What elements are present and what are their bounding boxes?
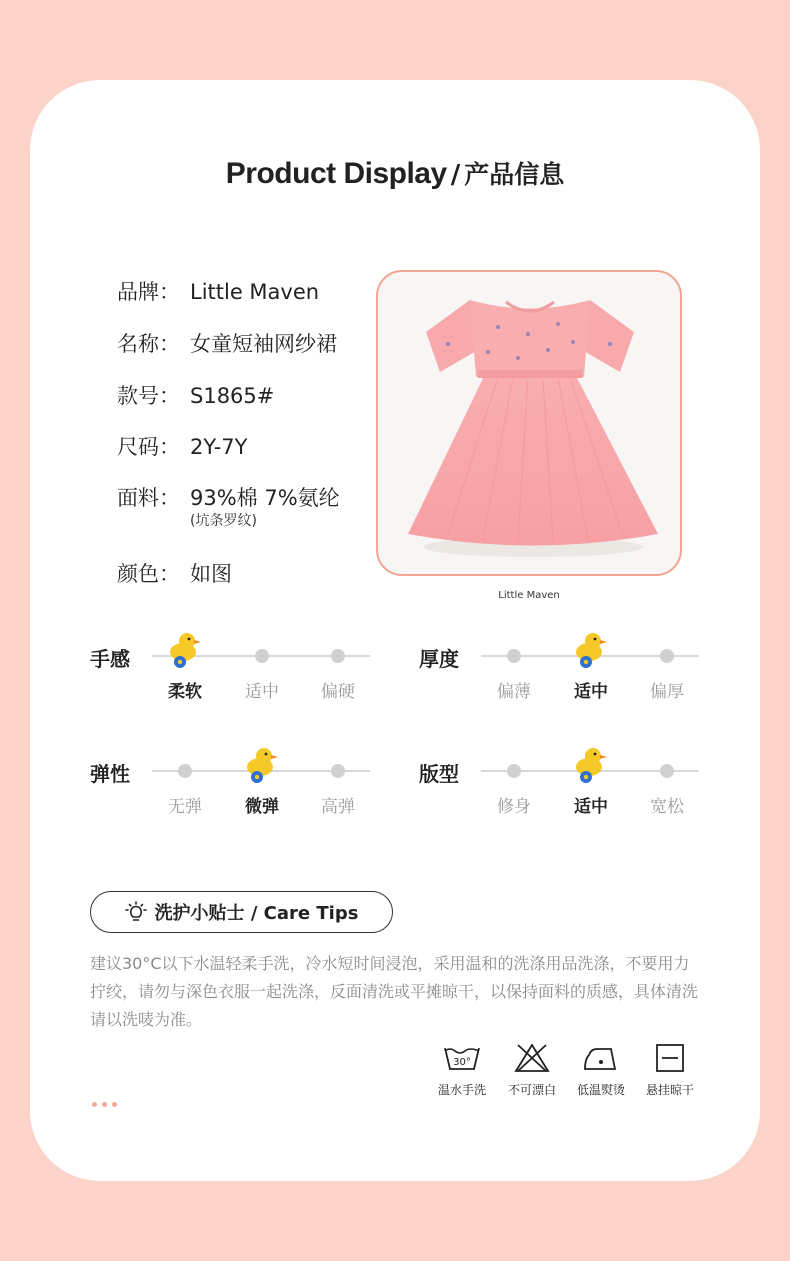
spec-label: 名称： [117, 332, 180, 356]
spec-label: 品牌： [117, 280, 180, 304]
spec-value: Little Maven [190, 280, 320, 304]
rating-option: 偏薄 [497, 682, 531, 702]
spec-label: 尺码： [117, 435, 180, 459]
hand-wash-30-icon [427, 1043, 497, 1098]
spec-style-no [117, 380, 274, 410]
dress-illustration [378, 272, 680, 574]
rating-dot [660, 764, 674, 778]
page-indicator-dots [92, 1092, 122, 1111]
duck-marker-icon [244, 745, 280, 785]
care-icon-label: 不可漂白 [507, 1083, 556, 1097]
rating-dot [255, 649, 269, 663]
spec-value: 女童短袖网纱裙 [190, 332, 337, 356]
rating-option: 高弹 [321, 797, 355, 817]
hang-dry-icon [635, 1043, 705, 1098]
title-en: Product Display [225, 157, 447, 190]
low-iron-icon [566, 1043, 636, 1098]
rating-option: 宽松 [650, 797, 684, 817]
spec-name [117, 328, 337, 358]
rating-dot [331, 764, 345, 778]
rating-option-selected: 柔软 [168, 682, 202, 702]
wash-temp-label: 30° [453, 1057, 471, 1068]
care-icon-label: 悬挂晾干 [645, 1083, 694, 1097]
attribute-title: 版型 [419, 762, 459, 786]
spec-label: 颜色： [117, 562, 180, 586]
duck-marker-icon [573, 745, 609, 785]
rating-dot [331, 649, 345, 663]
rating-option: 偏硬 [321, 682, 355, 702]
care-tips-heading [90, 891, 393, 933]
indicator-dot [92, 1102, 97, 1107]
care-icon-label: 低温熨烫 [576, 1083, 625, 1097]
spec-value: S1865# [190, 384, 275, 408]
rating-dot [507, 649, 521, 663]
no-bleach-icon [497, 1043, 567, 1098]
rating-option-selected: 适中 [574, 682, 608, 702]
photo-caption: Little Maven [498, 590, 560, 601]
attribute-title: 弹性 [90, 762, 130, 786]
spec-fabric [117, 482, 340, 529]
attribute-title: 厚度 [419, 647, 459, 671]
title-separator: / [450, 160, 461, 190]
rating-dot [660, 649, 674, 663]
rating-dot [178, 764, 192, 778]
title-zh: 产品信息 [464, 160, 565, 189]
care-tips-title: 洗护小贴士 / Care Tips [154, 903, 359, 924]
care-icon-label: 温水手洗 [437, 1083, 486, 1097]
rating-option: 修身 [497, 797, 531, 817]
spec-value: 如图 [190, 562, 232, 586]
lightbulb-icon [125, 901, 147, 923]
spec-label: 款号： [117, 384, 180, 408]
spec-note: (坑条罗纹) [190, 513, 257, 529]
spec-label: 面料： [117, 486, 180, 510]
spec-value: 93%棉 7%氨纶 [190, 486, 340, 510]
rating-option-selected: 适中 [574, 797, 608, 817]
rating-option: 无弹 [168, 797, 202, 817]
spec-size [117, 431, 247, 461]
duck-marker-icon [167, 630, 203, 670]
care-instructions: 建议30°C以下水温轻柔手洗，冷水短时间浸泡，采用温和的洗涤用品洗涤，不要用力拧绞，请勿与深色衣服一起洗涤，反面清洗或平摊晾干，以保持面料的质感，具体清洗请以洗唛为准。 [90, 954, 699, 1029]
spec-color [117, 558, 232, 588]
indicator-dot [102, 1102, 107, 1107]
rating-option: 适中 [245, 682, 279, 702]
spec-value: 2Y-7Y [190, 435, 248, 459]
rating-option: 偏厚 [650, 682, 684, 702]
page-title [0, 155, 790, 191]
attribute-title: 手感 [90, 647, 130, 671]
spec-brand [117, 276, 319, 306]
rating-option-selected: 微弹 [245, 797, 279, 817]
duck-marker-icon [573, 630, 609, 670]
product-photo [376, 270, 682, 576]
indicator-dot [112, 1102, 117, 1107]
rating-dot [507, 764, 521, 778]
